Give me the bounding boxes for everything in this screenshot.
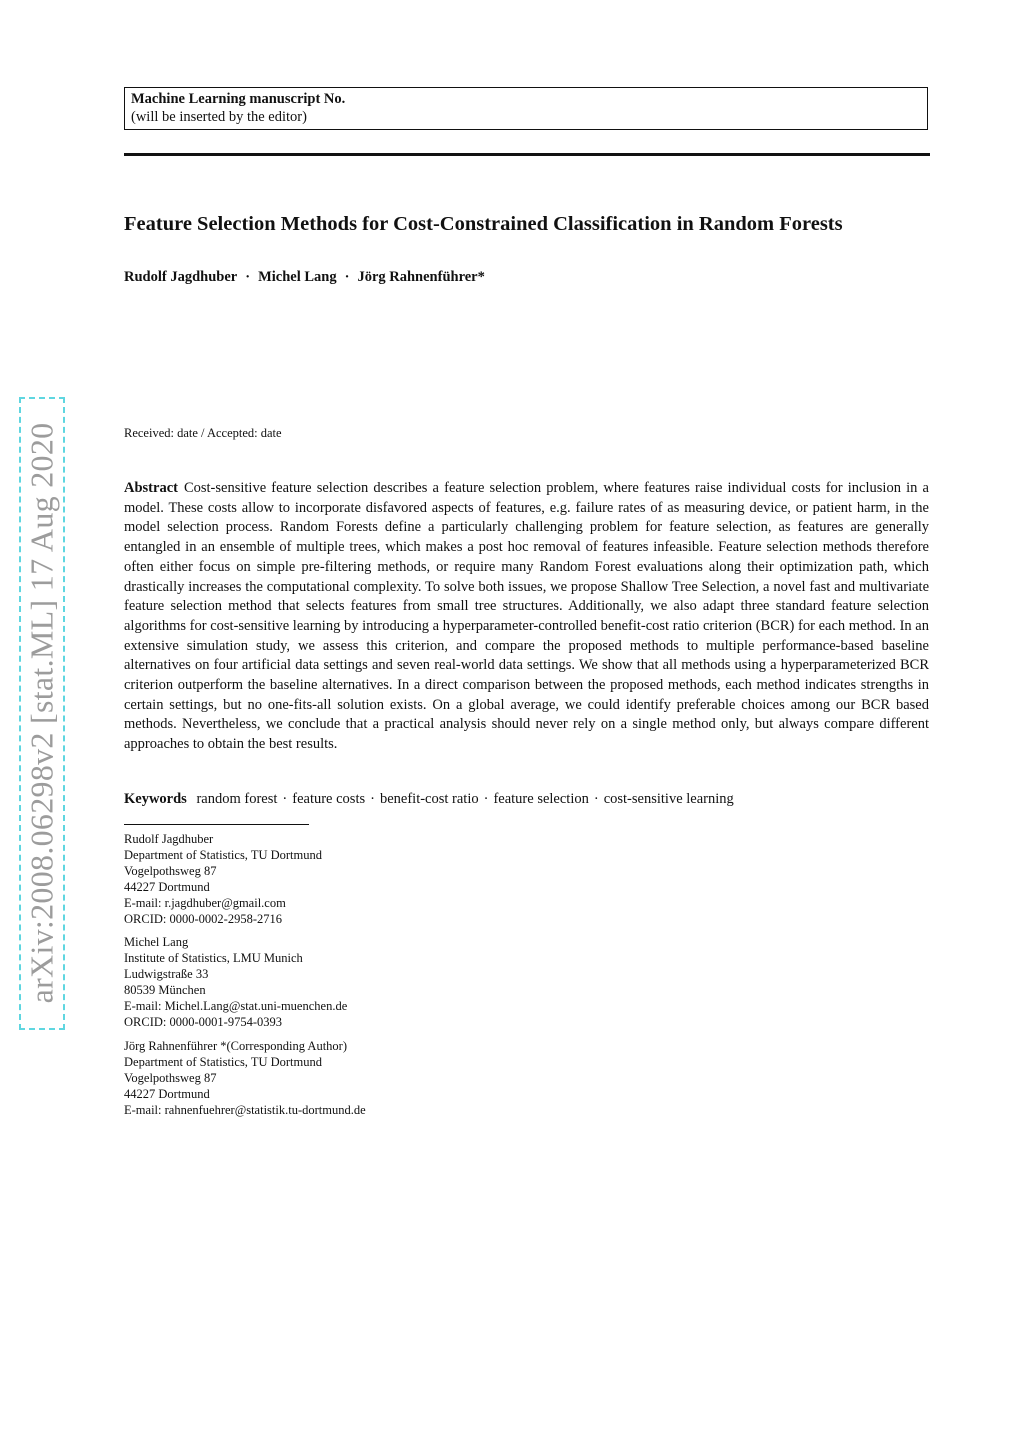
abstract-text: Cost-sensitive feature selection describes a feature selection problem, where features raise individual costs for inclusion in a model. These costs allow to incorporate disfavored aspects of features, e.g. failure rates of as measuring device, or patient harm, in the model selection process. Random Forests define a particularly challenging problem for feature selection, as features are generally entangled in an ensemble of multiple trees, which makes a post hoc removal of features infeasible. Feature selection methods therefore often either focus on simple pre-filtering methods, or require many Random Forest evaluations along their optimization path, which drastically increases the computational complexity. To solve both issues, we propose Shallow Tree Selection, a novel fast and multivariate feature selection method that selects features from small tree structures. Additionally, we also adapt three standard feature selection algorithms for cost-sensitive learning by introducing a hyperparameter-controlled benefit-cost ratio criterion (BCR) for each method. In an extensive simulation study, we assess this criterion, and compare the proposed methods to multiple performance-based baseline alternatives on four artificial data settings and seven real-world data settings. We show that all methods using a hyperparameterized BCR criterion outperform the baseline alternatives. In a direct comparison between the proposed methods, each method indicates strengths in certain settings, but no one-fits-all solution exists. On a global average, we could identify preferable choices among our BCR based methods. Nevertheless, we conclude that a practical analysis should never rely on a single method only, but always compare different approaches to obtain the best results. — [124, 480, 929, 753]
abstract — [124, 479, 929, 755]
keywords: Keywords random forest · feature costs · benefit-cost ratio · feature selection · cost-sensitive learning — [124, 791, 734, 807]
abstract-label: Abstract — [124, 480, 178, 496]
keyword: benefit-cost ratio — [379, 791, 479, 807]
received-accepted-dates: Received: date / Accepted: date — [124, 426, 282, 440]
author-separator: · — [344, 269, 350, 285]
affiliation-orcid: ORCID: 0000-0002-2958-2716 — [124, 911, 282, 926]
affiliations — [124, 832, 624, 1126]
affiliation-name: Michel Lang — [124, 935, 189, 950]
affiliation-line: Vogelpothsweg 87 — [124, 863, 217, 878]
affiliation-block — [124, 1039, 624, 1119]
affiliation-email: E-mail: r.jagdhuber@gmail.com — [124, 895, 286, 910]
author-separator: · — [245, 269, 251, 285]
keywords-label: Keywords — [124, 791, 187, 807]
paper-title: Feature Selection Methods for Cost-Constrained Classification in Random Forests — [124, 213, 843, 235]
keyword: cost-sensitive learning — [603, 791, 734, 807]
affiliation-line: Institute of Statistics, LMU Munich — [124, 951, 303, 966]
keyword: feature costs — [292, 791, 366, 807]
affiliation-block — [124, 935, 624, 1030]
manuscript-number: Machine Learning manuscript No. — [131, 91, 346, 107]
affiliation-email: E-mail: Michel.Lang@stat.uni-muenchen.de — [124, 999, 348, 1014]
author-list — [124, 267, 485, 287]
affiliation-name: Jörg Rahnenführer *(Corresponding Author) — [124, 1038, 347, 1053]
affiliation-email: E-mail: rahnenfuehrer@statistik.tu-dortmund.de — [124, 1102, 366, 1117]
keyword: feature selection — [493, 791, 589, 807]
arxiv-identifier: arXiv:2008.06298v2 [stat.ML] 17 Aug 2020 — [23, 422, 60, 1004]
affiliation-line: Vogelpothsweg 87 — [124, 1070, 217, 1085]
keyword: random forest — [196, 791, 278, 807]
affiliation-line: Ludwigstraße 33 — [124, 967, 209, 982]
affiliation-line: Department of Statistics, TU Dortmund — [124, 847, 323, 862]
author-name: Michel Lang — [258, 269, 337, 285]
manuscript-info-box — [124, 87, 928, 130]
author-name: Jörg Rahnenführer* — [357, 269, 485, 285]
manuscript-editor-note: (will be inserted by the editor) — [131, 109, 307, 125]
author-name: Rudolf Jagdhuber — [124, 269, 238, 285]
affiliation-orcid: ORCID: 0000-0001-9754-0393 — [124, 1014, 282, 1029]
affiliation-block — [124, 832, 624, 927]
affiliation-line: Department of Statistics, TU Dortmund — [124, 1054, 323, 1069]
affiliation-line: 44227 Dortmund — [124, 1086, 210, 1101]
affiliation-name: Rudolf Jagdhuber — [124, 832, 214, 846]
affiliation-line: 44227 Dortmund — [124, 879, 210, 894]
affiliation-line: 80539 München — [124, 983, 206, 998]
header-rule — [124, 153, 930, 156]
footnote-rule — [124, 824, 309, 825]
